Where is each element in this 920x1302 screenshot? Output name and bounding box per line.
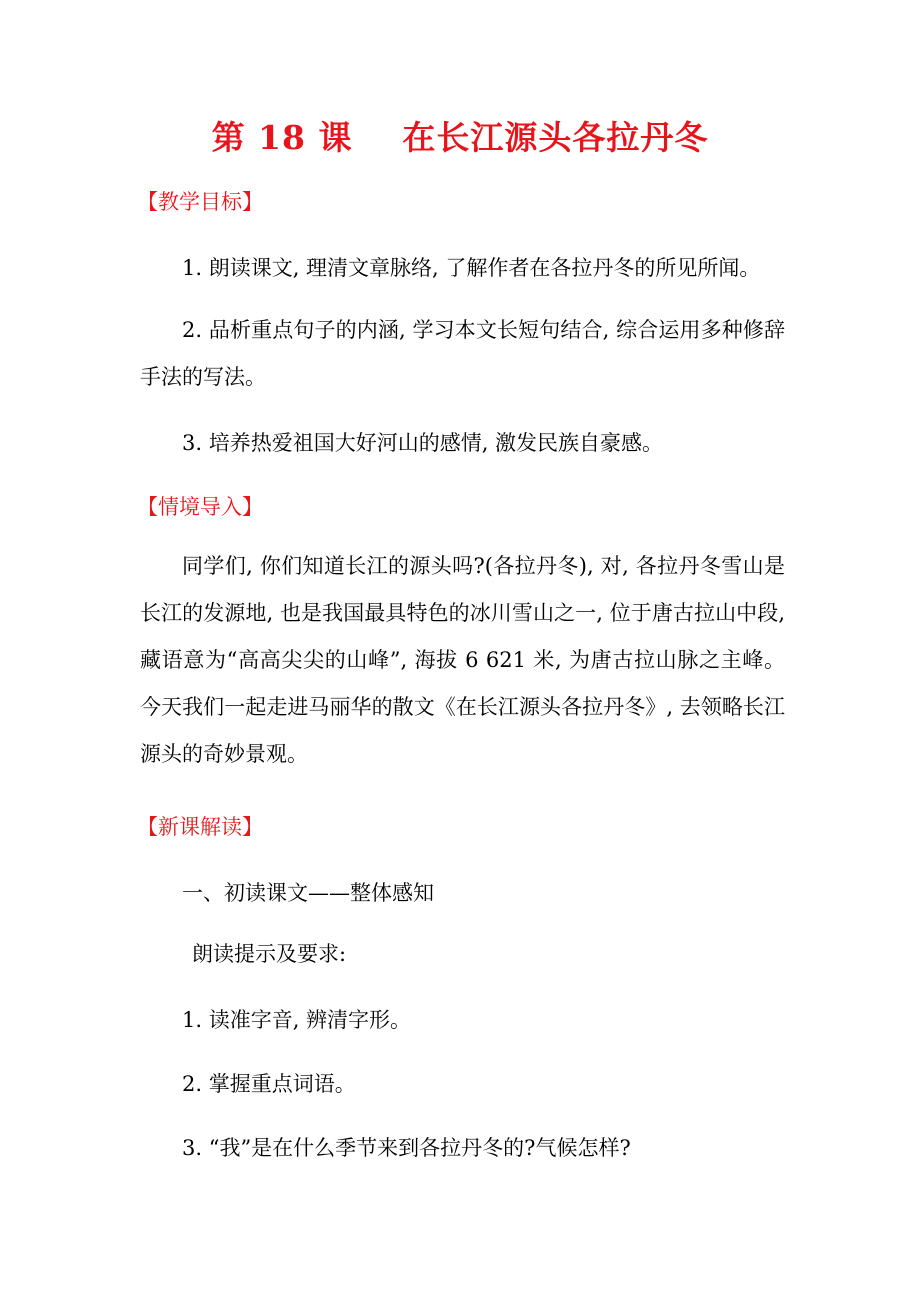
reading-tip-item-2: 2. 掌握重点词语。	[182, 1072, 356, 1096]
objective-item-2: 2. 品析重点句子的内涵, 学习本文长短句结合, 综合运用多种修辞手法的写法。	[140, 318, 785, 389]
intro-paragraph: 同学们, 你们知道长江的源头吗?(各拉丹冬), 对, 各拉丹冬雪山是长江的发源地, 也是我国最具特色的冰川雪山之一, 位于唐古拉山中段, 藏语意为“高高尖尖的山峰”, 海拔 6 621 米, 为唐古拉山脉之主峰。今天我们一起走进马丽华的散文《在长江源头各拉丹冬》, 去领略长江源头的奇妙景观。	[140, 554, 785, 766]
objectives-heading: 【教学目标】	[137, 190, 263, 214]
newlesson-heading: 【新课解读】	[137, 815, 263, 839]
lesson-title: 第 18 课 在长江源头各拉丹冬	[211, 118, 709, 157]
intro-heading: 【情境导入】	[137, 495, 263, 519]
newlesson-subheading: 一、初读课文——整体感知	[182, 881, 434, 905]
reading-tip-item-1: 1. 读准字音, 辨清字形。	[182, 1008, 412, 1032]
reading-tips-label: 朗读提示及要求:	[192, 942, 347, 966]
reading-tip-item-3: 3. “我”是在什么季节来到各拉丹冬的?气候怎样?	[182, 1136, 631, 1160]
objective-item-1: 1. 朗读课文, 理清文章脉络, 了解作者在各拉丹冬的所见所闻。	[182, 256, 761, 280]
objective-item-3: 3. 培养热爱祖国大好河山的感情, 激发民族自豪感。	[182, 431, 664, 455]
